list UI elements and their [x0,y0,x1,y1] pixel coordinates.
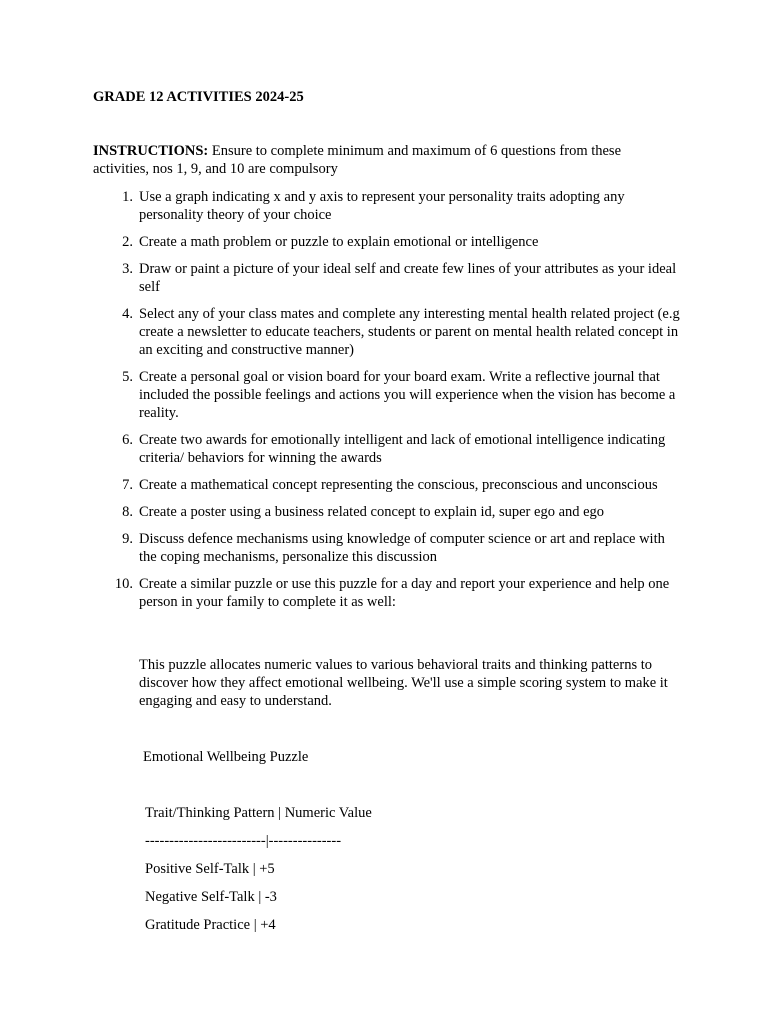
question-item [122,368,684,422]
instructions-paragraph [93,142,673,178]
question-text: Create a math problem or puzzle to explain emotional or intelligence [139,234,539,250]
table-header: Trait/Thinking Pattern | Numeric Value [145,805,372,821]
question-number: 9. [122,531,133,547]
question-text: Create a similar puzzle or use this puzzle for a day and report your experience and help one person in your family to complete it as well: [139,576,670,610]
instructions-text: Ensure to complete minimum and maximum of 6 questions from these activities, nos 1, 9, and 10 are compulsory [93,143,622,177]
question-number: 8. [122,504,133,520]
table-row: Positive Self-Talk | +5 [145,861,275,877]
question-item [122,503,684,521]
question-number: 3. [122,261,133,277]
question-item [122,188,684,224]
question-text: Create a personal goal or vision board for your board exam. Write a reflective journal that included the possible feelings and actions you will experience when the vision has become a reality. [139,369,676,421]
table-separator: -------------------------|--------------- [145,833,342,849]
question-number: 10. [114,576,133,592]
question-item [122,530,684,566]
question-text: Draw or paint a picture of your ideal self and create few lines of your attributes as your ideal self [139,261,677,295]
question-text: Create two awards for emotionally intelligent and lack of emotional intelligence indicating criteria/ behaviors for winning the awards [139,432,666,466]
question-item [122,260,684,296]
question-number: 2. [122,234,133,250]
question-item [122,233,684,251]
question-number: 4. [122,306,133,322]
question-list [114,188,684,620]
question-number: 5. [122,369,133,385]
table-row: Gratitude Practice | +4 [145,917,276,933]
question-item [122,476,684,494]
puzzle-title: Emotional Wellbeing Puzzle [143,749,309,765]
question-number: 6. [122,432,133,448]
question-item [114,575,684,611]
question-item [122,431,684,467]
puzzle-intro: This puzzle allocates numeric values to various behavioral traits and thinking patterns to discover how they affect emotional wellbeing. We'll use a simple scoring system to make it engaging and easy to understand. [139,657,668,709]
question-text: Create a mathematical concept representing the conscious, preconscious and unconscious [139,477,658,493]
instructions-label: INSTRUCTIONS: [93,143,209,159]
table-row: Negative Self-Talk | -3 [145,889,277,905]
question-number: 1. [122,189,133,205]
question-text: Create a poster using a business related concept to explain id, super ego and ego [139,504,605,520]
page-title: GRADE 12 ACTIVITIES 2024-25 [93,89,304,105]
question-text: Use a graph indicating x and y axis to represent your personality traits adopting any personality theory of your choice [139,189,625,223]
question-text: Discuss defence mechanisms using knowledge of computer science or art and replace with the coping mechanisms, personalize this discussion [139,531,665,565]
question-item [122,305,684,359]
question-number: 7. [122,477,133,493]
question-text: Select any of your class mates and complete any interesting mental health related project (e.g create a newsletter to educate teachers, students or parent on mental health related concept in an exciting and constructive manner) [139,306,680,358]
